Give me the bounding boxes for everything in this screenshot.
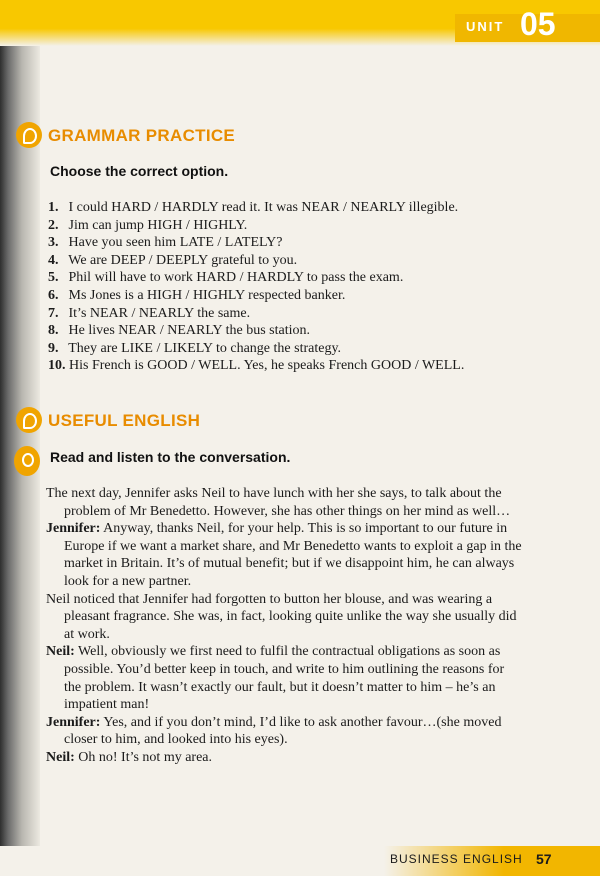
audio-listen-icon — [14, 446, 40, 476]
exercise-item: 6. Ms Jones is a HIGH / HIGHLY respected banker. — [48, 287, 346, 303]
exercise-item: 2. Jim can jump HIGH / HIGHLY. — [48, 217, 248, 233]
page-number: 57 — [536, 851, 552, 867]
exercise-item: 9. They are LIKE / LIKELY to change the strategy. — [48, 340, 342, 356]
book-title: BUSINESS ENGLISH — [390, 852, 523, 866]
speech-bubble-icon — [16, 122, 42, 148]
exercise-item: 5. Phil will have to work HARD / HARDLY to pass the exam. — [48, 270, 404, 286]
dialogue-text — [46, 485, 524, 767]
exercise-item: 1. I could HARD / HARDLY read it. It was NEAR / NEARLY illegible. — [48, 200, 459, 215]
speaker-name: Neil: — [46, 644, 75, 660]
exercise-item: 7. It’s NEAR / NEARLY the same. — [48, 305, 251, 321]
exercise-item: 8. He lives NEAR / NEARLY the bus station. — [48, 323, 310, 339]
grammar-instruction: Choose the correct option. — [50, 163, 229, 179]
dialogue-line: Jennifer: Anyway, thanks Neil, for your help. This is so important to our future in Europe if we want a market share, and Mr Benedetto wants to exploit a gap in the market in Britain. It’s of mutual benefit; but if we disappoint him, he can always look for a new partner. — [46, 521, 522, 589]
narration-paragraph: Neil noticed that Jennifer had forgotten to button her blouse, and was wearing a pleasant fragrance. She was, in fact, looking quite unlike the way she usually did at work. — [46, 591, 517, 642]
exercise-item: 3. Have you seen him LATE / LATELY? — [48, 235, 283, 251]
dialogue-line: Neil: Well, obviously we first need to fulfil the contractual obligations as soon as possible. You’d better keep in touch, and write to him outlining the reasons for the problem. It wasn’t exactly our fault, but it doesn’t matter to him – he’s an impatient man! — [46, 644, 505, 713]
exercise-item: 4. We are DEEP / DEEPLY grateful to you. — [48, 252, 298, 268]
speaker-name: Jennifer: — [46, 714, 101, 730]
speech-bubble-icon — [16, 407, 42, 433]
useful-english-instruction: Read and listen to the conversation. — [50, 449, 291, 465]
narration-paragraph: The next day, Jennifer asks Neil to have lunch with her she says, to talk about the problem of Mr Benedetto. However, she has other things on her mind as well… — [46, 486, 511, 519]
exercise-item: 10. His French is GOOD / WELL. Yes, he speaks French GOOD / WELL. — [48, 358, 465, 374]
dialogue-line: Jennifer: Yes, and if you don’t mind, I’d like to ask another favour…(she moved closer to him, and looked into his eyes). — [46, 714, 502, 748]
unit-label: UNIT — [466, 19, 505, 34]
speaker-name: Neil: — [46, 749, 75, 765]
speaker-name: Jennifer: — [46, 521, 101, 537]
unit-number: 05 — [520, 6, 556, 42]
useful-english-section-title: USEFUL ENGLISH — [48, 411, 201, 430]
grammar-section-title: GRAMMAR PRACTICE — [48, 126, 236, 145]
dialogue-line: Neil: Oh no! It’s not my area. — [46, 749, 213, 765]
exercise-list — [48, 199, 464, 375]
